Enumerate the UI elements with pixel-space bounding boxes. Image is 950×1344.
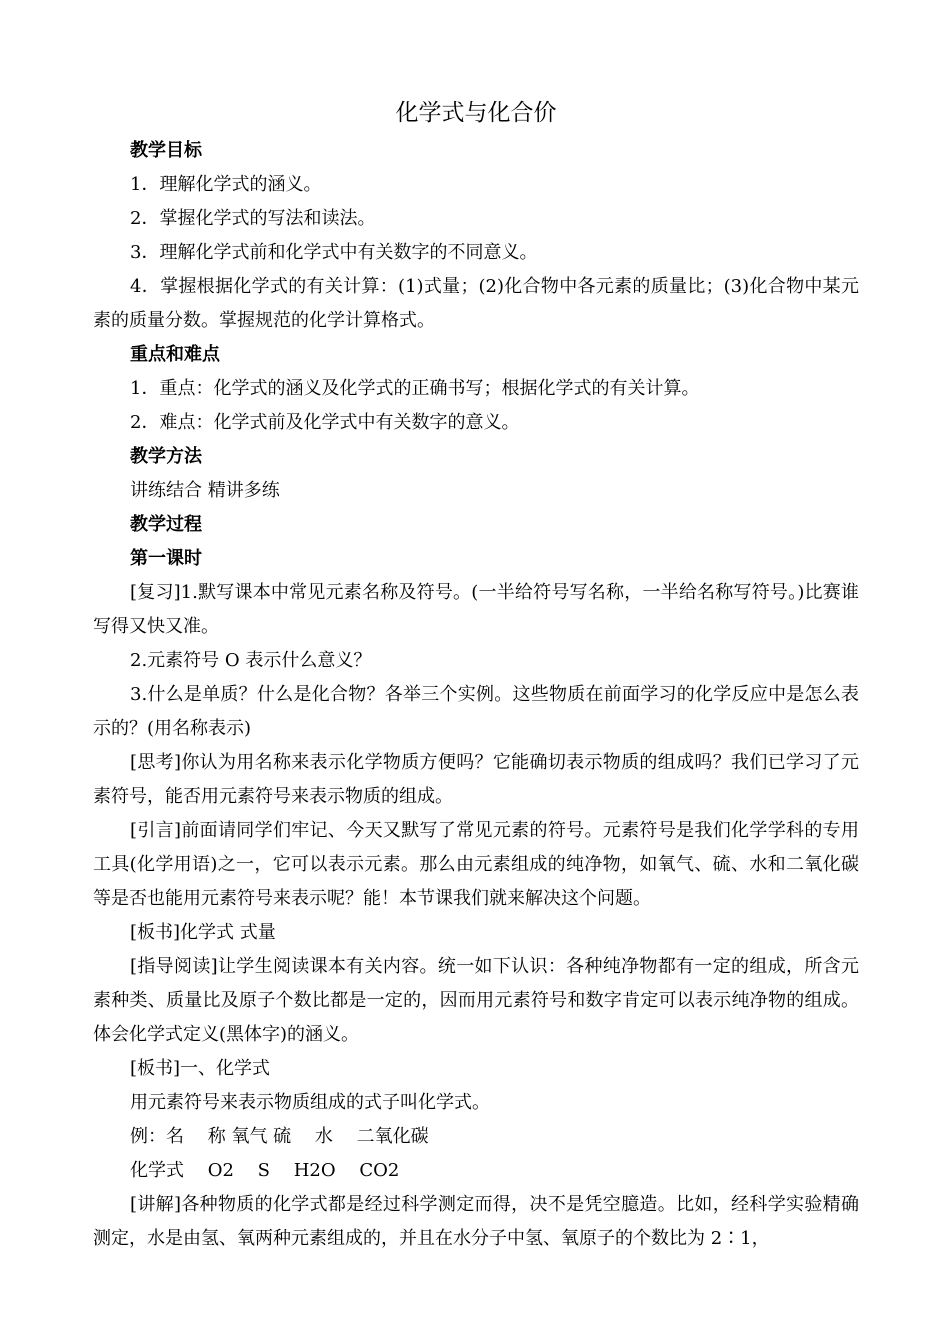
- keypoint-item: 2．难点：化学式前及化学式中有关数字的意义。: [130, 412, 520, 433]
- body-paragraph: [指导阅读]让学生阅读课本有关内容。统一如下认识：各种纯净物都有一定的组成，所含元素种类、质量比及原子个数比都是一定的，因而用元素符号和数字肯定可以表示纯净物的组成。体会化学式定义(黑体字)的涵义。: [93, 956, 859, 1045]
- lesson-heading: 第一课时: [130, 548, 202, 569]
- body-paragraph: [引言]前面请同学们牢记、今天又默写了常见元素的符号。元素符号是我们化学学科的专用工具(化学用语)之一，它可以表示元素。那么由元素组成的纯净物，如氧气、硫、水和二氧化碳等是否也能用元素符号来表示呢？能！本节课我们就来解决这个问题。: [93, 820, 859, 909]
- section-heading-process: 教学过程: [130, 514, 202, 535]
- body-paragraph: [板书]一、化学式: [130, 1058, 271, 1079]
- page-title: 化学式与化合价: [395, 100, 557, 126]
- body-paragraph: [思考]你认为用名称来表示化学物质方便吗？它能确切表示物质的组成吗？我们已学习了元素符号，能否用元素符号来表示物质的组成。: [93, 752, 859, 807]
- keypoint-item: 1．重点：化学式的涵义及化学式的正确书写；根据化学式的有关计算。: [130, 378, 700, 399]
- objective-item: 1．理解化学式的涵义。: [130, 174, 322, 195]
- body-paragraph: 3.什么是单质？什么是化合物？各举三个实例。这些物质在前面学习的化学反应中是怎么表示的？(用名称表示): [93, 684, 859, 739]
- objective-item: 3．理解化学式前和化学式中有关数字的不同意义。: [130, 242, 538, 263]
- method-text: 讲练结合 精讲多练: [130, 480, 280, 501]
- section-heading-keypoints: 重点和难点: [130, 344, 220, 365]
- example-names-row: 例：名 称 氧气 硫 水 二氧化碳: [130, 1126, 429, 1147]
- objective-item: 2．掌握化学式的写法和读法。: [130, 208, 376, 229]
- example-formulas-row: 化学式 O2 S H2O CO2: [130, 1160, 400, 1181]
- body-paragraph: [复习]1.默写课本中常见元素名称及符号。(一半给符号写名称，一半给名称写符号。)比赛谁写得又快又准。: [93, 582, 859, 637]
- document-page: [93, 92, 859, 1256]
- body-paragraph: [讲解]各种物质的化学式都是经过科学测定而得，决不是凭空臆造。比如，经科学实验精确测定，水是由氢、氧两种元素组成的，并且在水分子中氢、氧原子的个数比为 2∶1，: [93, 1194, 859, 1249]
- objective-item: 4．掌握根据化学式的有关计算：(1)式量；(2)化合物中各元素的质量比；(3)化合物中某元素的质量分数。掌握规范的化学计算格式。: [93, 276, 859, 331]
- body-paragraph: 用元素符号来表示物质组成的式子叫化学式。: [130, 1092, 490, 1113]
- section-heading-method: 教学方法: [130, 446, 202, 467]
- body-paragraph: 2.元素符号 O 表示什么意义？: [130, 650, 372, 671]
- body-paragraph: [板书]化学式 式量: [130, 922, 276, 943]
- section-heading-objectives: 教学目标: [130, 140, 202, 161]
